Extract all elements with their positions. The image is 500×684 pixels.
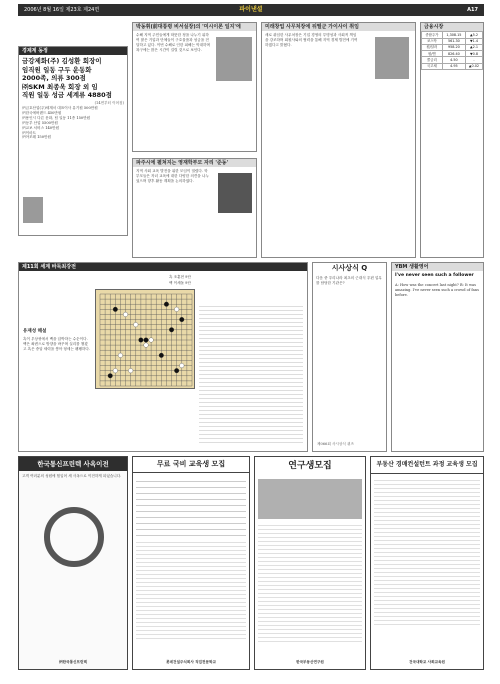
person-photo: [23, 197, 43, 223]
person-photo: [218, 173, 252, 213]
article-body: 수해 지역 주민들에게 따뜻한 정을 나누기 위하여 많은 기업과 단체들이 구호물품과 성금을 전달하고 있다. 이번 수해로 인한 피해는 막대하며 복구에는 많은 시간이 걸릴 것으로 보인다.: [136, 33, 210, 52]
ad-research-footer: 한국부동산연구원: [296, 660, 324, 665]
article-box: [132, 22, 257, 152]
black-stone: [169, 327, 174, 332]
baduk-commentary-2: [199, 303, 303, 443]
donation-note: ㈜용인시 다른 문화, 팀 일동 11종 150만원: [22, 115, 91, 120]
quiz-title: 시사상식 Q: [313, 263, 386, 274]
market-title: 금융시장: [421, 23, 483, 31]
ad-realestate: [370, 456, 484, 670]
white-stone: [133, 322, 138, 327]
black-stone: [159, 353, 164, 358]
white-stone: [179, 363, 184, 368]
white-stone: [113, 368, 118, 373]
table-cell: 원/달러: [422, 44, 443, 50]
table-cell: ▲0.02: [466, 63, 483, 69]
table-cell: ▲5.2: [466, 32, 483, 38]
market-table: [421, 31, 483, 70]
go-board-grid: [96, 290, 196, 390]
table-cell: 콜금리: [422, 57, 443, 63]
ad-edu-title: 무료 국비 교육생 모집: [133, 457, 249, 473]
ad-realestate-title: 부동산 경매컨설턴트 과정 교육생 모집: [371, 457, 483, 474]
table-cell: 코스닥: [422, 38, 443, 44]
go-board: [95, 289, 195, 389]
article-box: [261, 22, 416, 258]
section-brand: 파이낸셜: [239, 6, 263, 14]
table-cell: 958.20: [442, 44, 465, 50]
ad-print-body: 고객 여러분의 성원에 힘입어 새 사옥으로 이전하게 되었습니다.: [22, 474, 122, 479]
english-headline: I've never seen such a follower: [395, 273, 474, 279]
ad-print: [18, 456, 128, 670]
white-stone: [149, 338, 154, 343]
ad-edu: [132, 456, 250, 670]
english-box: [391, 262, 484, 452]
ad-edu-footer: 롯데건설주식회사 직업전문학교: [166, 660, 216, 665]
article-title: 파주시에 펼쳐지는 영재학부모 자리 '준동': [133, 159, 256, 167]
ad-print-footer: ㈜한국통신프린텍: [59, 660, 87, 665]
baduk-subtitle: 유재성 해설: [23, 329, 47, 334]
article-body: 새로 취임한 사무처장은 기업 경영의 투명성과 사회적 책임을 강조하며 회원사와의 협력을 통해 지역 경제 발전에 기여하겠다고 밝혔다.: [265, 33, 358, 47]
table-cell: 561.30: [442, 38, 465, 44]
page-header: [18, 4, 484, 16]
quiz-footer: 제066회 사시상식 퀴즈: [317, 442, 354, 447]
baduk-black-player: 흑 조훈현 9단: [169, 275, 191, 279]
person-photo: [375, 37, 409, 79]
headline-line-1: 금강제화(주) 김성환 회장이: [22, 57, 102, 66]
quiz-box: [312, 262, 387, 452]
headline-line-2: 임직원 일동 구두 운동화: [22, 65, 92, 74]
baduk-commentary: 흑이 우상귀에서 백을 압박하는 수순이다. 백은 좌변으로 방향을 바꾸며 실리를 챙겼고 흑은 중앙 세력을 쌓아 형세는 팽팽하다.: [23, 337, 91, 351]
headline-line-5: 직원 일동 성금 세계류 4880점: [22, 91, 112, 99]
quiz-body: 다음 중 우리나라 최초의 근대식 우편 업무를 담당한 기관은?: [316, 275, 382, 285]
article-body: 지역 사회 교육 발전을 위한 모임이 열렸다. 학부모들은 자녀 교육에 대한 다양한 의견을 나누었으며 향후 활동 계획을 논의하였다.: [136, 169, 209, 183]
black-stone: [174, 368, 179, 373]
black-stone: [113, 307, 118, 312]
ad-edu-list: [136, 539, 246, 639]
table-cell: 종합주가: [422, 32, 443, 38]
baduk-white-player: 백 이세돌 9단: [169, 281, 191, 285]
baduk-title: 제11회 세계 바둑최강전: [19, 263, 307, 271]
page-number: A17: [467, 6, 478, 13]
black-stone: [179, 317, 184, 322]
headline-line-3: 2000족, 의류 300점: [22, 74, 86, 83]
donation-note: ㈜이마트: [22, 130, 37, 135]
white-stone: [123, 312, 128, 317]
headline-sub: (14면부터 이어짐): [94, 101, 124, 106]
baduk-section: [18, 262, 308, 452]
table-cell: 국고채: [422, 63, 443, 69]
issue-date: 2006년 8월 16일 제23호 제24면: [24, 6, 100, 13]
donation-note: ㈜동부 산업 5500만원: [22, 120, 58, 125]
table-cell: ▲2.1: [466, 44, 483, 50]
ad-research-title: 연구생모집: [288, 461, 332, 471]
black-stone: [139, 338, 144, 343]
donation-note: ㈜아모레 150만원: [22, 135, 51, 140]
black-stone: [164, 302, 169, 307]
ad-edu-table: [136, 476, 246, 536]
white-stone: [174, 307, 179, 312]
table-cell: 4.50: [442, 57, 465, 63]
english-title: YBM 생활영어: [392, 263, 483, 271]
article-box: [132, 158, 257, 258]
white-stone: [118, 353, 123, 358]
table-row: [422, 63, 483, 69]
table-cell: 826.40: [442, 51, 465, 57]
ad-research: [254, 456, 366, 670]
donation-note: ㈜한국에버랜드 450만원: [22, 111, 62, 116]
economy-news-box: [18, 46, 128, 236]
black-stone: [144, 338, 149, 343]
table-cell: ▼0.8: [466, 51, 483, 57]
headline-line-4: ㈜SKM 최종욱 회장 외 임: [22, 82, 98, 91]
ad-research-list: [258, 522, 362, 642]
table-cell: 1,308.15: [442, 32, 465, 38]
article-title: 박동휘(前대통령 비서실장)의 '미시이론 일지'에: [133, 23, 256, 31]
ad-research-photo: [258, 479, 362, 519]
ad-realestate-footer: 건국대학교 사회교육원: [409, 660, 445, 665]
white-stone: [128, 368, 133, 373]
white-stone: [144, 343, 149, 348]
table-cell: 원/엔: [422, 51, 443, 57]
english-body: A: How was the concert last night? B: It was amazing. I've never seen such a crowd of fans before.: [395, 283, 479, 297]
black-stone: [108, 373, 113, 378]
table-cell: -: [466, 57, 483, 63]
table-cell: ▼1.4: [466, 38, 483, 44]
table-cell: 4.95: [442, 63, 465, 69]
donation-note: ㈜금호산업(주)세계서 대표이사 유기원 500만원: [22, 106, 98, 111]
economy-news-kicker: 경제계 동정: [19, 47, 127, 55]
ad-realestate-list: [374, 477, 480, 627]
article-title: 미래창업 사무처장에 뒤떨군 가이사이 취임: [262, 23, 415, 31]
market-data-box: [420, 22, 484, 258]
donation-note: ㈜교보 서비스 140만원: [22, 125, 60, 130]
person-photo: [216, 37, 252, 81]
ad-print-logo: [44, 507, 104, 567]
ad-print-title: 한국통신프린텍 사옥이전: [19, 457, 127, 471]
